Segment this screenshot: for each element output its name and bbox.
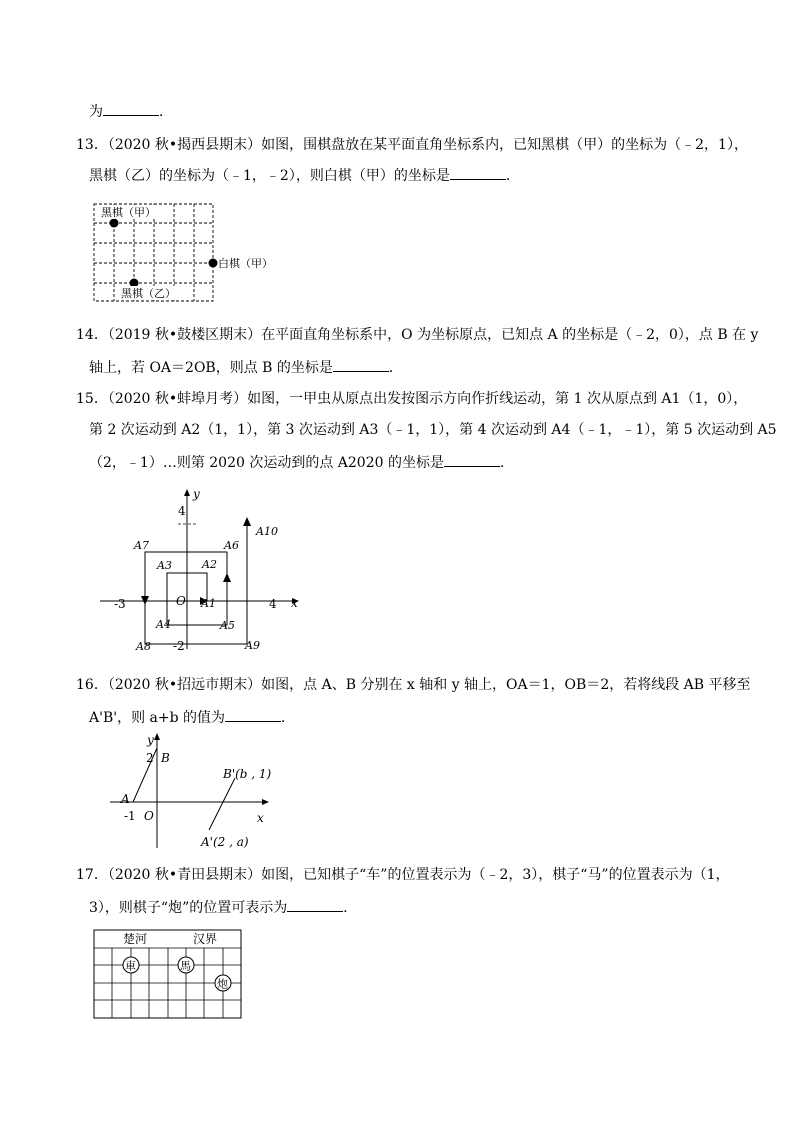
svg-text:馬: 馬 [180, 959, 191, 973]
segment-ApBp [209, 778, 235, 830]
svg-text:-2: -2 [173, 639, 185, 653]
svg-text:A7: A7 [134, 539, 149, 552]
q15-line2: 第 2 次运动到 A2（1，1），第 3 次运动到 A3（﹣1，1），第 4 次运动到 A4（﹣1，﹣1），第 5 次运动到 A5 [89, 422, 777, 438]
svg-text:4: 4 [269, 597, 277, 611]
svg-text:A8: A8 [136, 640, 151, 653]
q15-line1: 15．（2020 秋•蚌埠月考）如图，一甲虫从原点出发按图示方向作折线运动，第 1 次从原点到 A1（1，0）， [76, 391, 748, 407]
label-black-a: 黑棋（甲） [101, 206, 156, 219]
svg-text:O: O [176, 594, 186, 608]
svg-text:-1: -1 [124, 809, 136, 823]
white-stone-a [209, 259, 218, 268]
answer-blank [287, 898, 343, 912]
svg-text:車: 車 [125, 959, 136, 973]
q14-line2: 轴上，若 OA＝2OB，则点 B 的坐标是 ． [89, 360, 403, 376]
svg-text:A: A [121, 792, 130, 806]
svg-text:4: 4 [178, 504, 186, 518]
q17-line2: 3），则棋子“炮”的位置可表示为 ． [89, 900, 358, 916]
svg-text:A4: A4 [156, 618, 171, 631]
svg-text:B: B [161, 751, 170, 765]
svg-text:A9: A9 [245, 639, 260, 652]
svg-text:A1: A1 [201, 597, 216, 610]
translation-figure [110, 730, 280, 855]
label-black-b: 黑棋（乙） [121, 287, 176, 300]
arrow-up [223, 573, 231, 582]
chess-board-figure [92, 928, 246, 1022]
arrow-A10 [243, 517, 251, 526]
svg-text:A3: A3 [157, 559, 172, 572]
svg-text:2: 2 [146, 751, 154, 765]
answer-blank [103, 102, 159, 116]
svg-text:汉界: 汉界 [193, 932, 218, 946]
svg-text:A2: A2 [202, 558, 217, 571]
q13-line2: 黑棋（乙）的坐标为（﹣1，﹣2），则白棋（甲）的坐标是 ． [89, 168, 520, 184]
svg-text:O: O [144, 809, 154, 823]
answer-blank [225, 708, 281, 722]
svg-text:x: x [291, 596, 298, 610]
q14-line1: 14．（2019 秋•鼓楼区期末）在平面直角坐标系中，O 为坐标原点，已知点 A 的坐标是（﹣2，0），点 B 在 y [76, 327, 759, 343]
answer-blank [450, 166, 506, 180]
svg-text:炮: 炮 [217, 977, 228, 991]
go-board-figure [90, 200, 290, 306]
svg-text:A'(2 , a): A'(2 , a) [201, 835, 249, 849]
q13-line1: 13．（2020 秋•揭西县期末）如图，围棋盘放在某平面直角坐标系内，已知黑棋（甲）的坐标为（﹣2，1）， [76, 137, 748, 153]
q15-line3: （2，﹣1）…则第 2020 次运动到的点 A2020 的坐标是 ． [89, 455, 514, 471]
q16-line2: A'B'，则 a+b 的值为 ． [89, 710, 296, 726]
q17-line1: 17．（2020 秋•青田县期末）如图，已知棋子“车”的位置表示为（﹣2，3），棋子“马”的位置表示为（1， [76, 867, 730, 883]
svg-text:楚河: 楚河 [123, 932, 148, 946]
svg-text:x: x [257, 811, 264, 825]
label-white-a: 白棋（甲） [218, 257, 273, 270]
svg-text:-3: -3 [114, 597, 126, 611]
q16-line1: 16．（2020 秋•招远市期末）如图，点 A、B 分别在 x 轴和 y 轴上，OA＝1，OB＝2，若将线段 AB 平移至 [76, 677, 751, 693]
svg-text:y: y [147, 733, 154, 747]
svg-text:A6: A6 [224, 539, 239, 552]
svg-text:A5: A5 [220, 619, 235, 632]
q12-tail: 为 ． [89, 104, 173, 120]
answer-blank [444, 453, 500, 467]
svg-text:B'(b , 1): B'(b , 1) [223, 767, 272, 781]
answer-blank [333, 358, 389, 372]
spiral-figure [100, 484, 320, 656]
svg-text:A10: A10 [256, 525, 278, 538]
svg-text:y: y [193, 487, 200, 501]
black-stone-a [110, 219, 119, 228]
